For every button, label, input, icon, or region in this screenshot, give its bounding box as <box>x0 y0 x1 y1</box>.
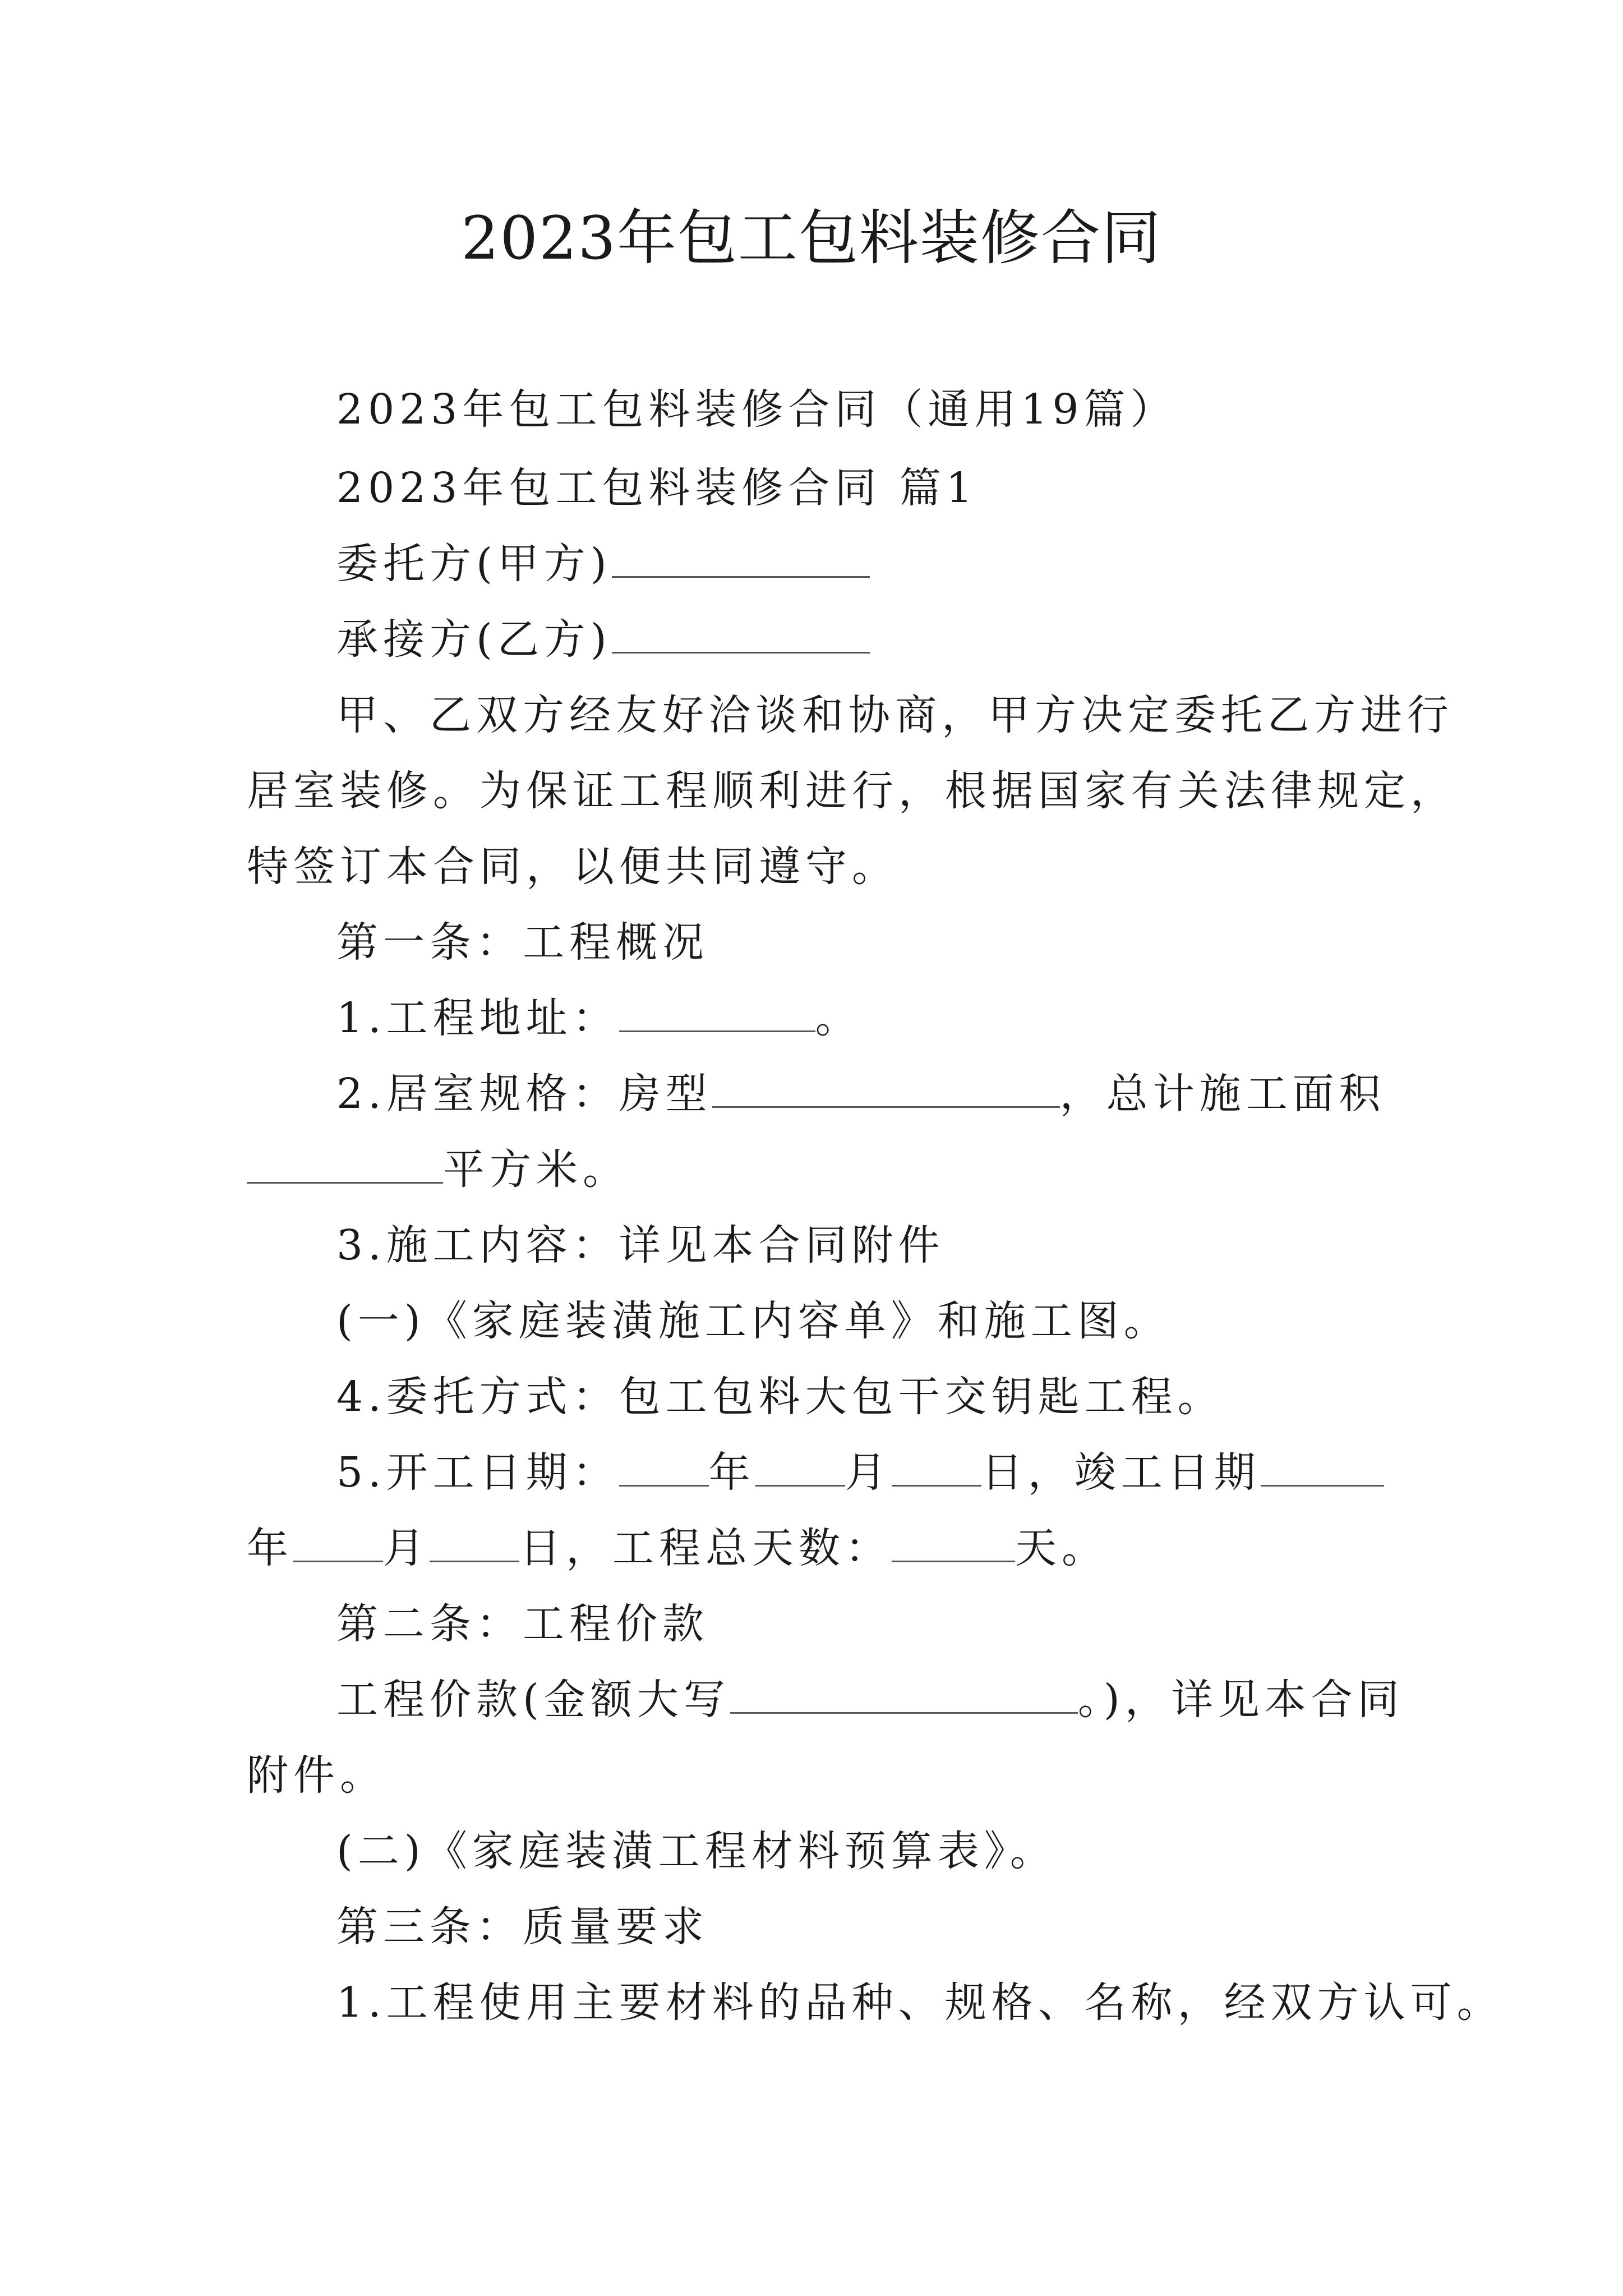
days-unit: 天。 <box>1015 1524 1108 1572</box>
subtitle-line: 2023年包工包料装修合同（通用19篇） <box>336 385 1177 434</box>
paragraph-line: 特签订本合同，以便共同遵守。 <box>247 843 898 891</box>
paragraph-line: 附件。 <box>247 1751 386 1800</box>
end-month-blank <box>293 1521 383 1562</box>
area-line <box>247 1142 629 1198</box>
date-line <box>336 1444 1384 1501</box>
address-end: 。 <box>815 994 862 1042</box>
price-end: 。)，详见本合同 <box>1077 1676 1404 1724</box>
paragraph-line: (二)《家庭装潢工程材料预算表》。 <box>336 1827 1057 1875</box>
price-label: 工程价款(金额大写 <box>336 1676 730 1724</box>
party-a-line <box>336 536 870 592</box>
year-label: 年 <box>247 1524 293 1572</box>
spec-line <box>336 1066 1386 1122</box>
paragraph-line: 3.施工内容：详见本合同附件 <box>336 1221 945 1269</box>
party-b-line <box>336 611 870 668</box>
room-type-blank <box>712 1067 1060 1108</box>
party-a-label: 委托方(甲方) <box>336 540 612 588</box>
paragraph-line: 4.委托方式：包工包料大包干交钥匙工程。 <box>336 1373 1224 1421</box>
start-day-blank <box>892 1446 981 1487</box>
paragraph-line: 居室装修。为保证工程顺利进行，根据国家有关法律规定， <box>247 767 1457 815</box>
paragraph-line: (一)《家庭装潢施工内容单》和施工图。 <box>336 1297 1170 1345</box>
article-heading: 第二条：工程价款 <box>336 1600 709 1648</box>
total-days-blank <box>892 1521 1015 1562</box>
address-line <box>336 990 862 1046</box>
article-heading: 第一条：工程概况 <box>336 918 709 967</box>
article-heading: 第三条：质量要求 <box>336 1903 709 1951</box>
party-a-blank <box>612 537 870 578</box>
end-year-blank <box>1261 1446 1384 1487</box>
spec-label: 2.居室规格：房型 <box>336 1070 712 1118</box>
start-month-blank <box>755 1446 845 1487</box>
start-date-label: 5.开工日期： <box>336 1448 619 1497</box>
start-year-blank <box>619 1446 709 1487</box>
area-unit: 平方米。 <box>443 1145 629 1194</box>
price-line <box>336 1672 1404 1728</box>
end-date-label: 日，竣工日期 <box>981 1448 1261 1497</box>
end-day-blank <box>430 1521 519 1562</box>
area-blank <box>247 1143 443 1184</box>
document-title: 2023年包工包料装修合同 <box>461 204 1162 273</box>
party-b-blank <box>612 613 870 654</box>
section-heading: 2023年包工包料装修合同 篇1 <box>336 464 978 512</box>
paragraph-line: 甲、乙双方经友好洽谈和协商，甲方决定委托乙方进行 <box>336 691 1454 739</box>
year-label: 年 <box>708 1448 755 1497</box>
party-b-label: 承接方(乙方) <box>336 615 612 664</box>
month-label: 月 <box>845 1448 892 1497</box>
total-days-label: 日，工程总天数： <box>519 1524 892 1572</box>
month-label: 月 <box>383 1524 430 1572</box>
area-label: ，总计施工面积 <box>1059 1070 1386 1118</box>
date-line-2 <box>247 1520 1108 1576</box>
paragraph-line: 1.工程使用主要材料的品种、规格、名称，经双方认可。 <box>336 1978 1504 2027</box>
address-blank <box>619 991 815 1032</box>
price-blank <box>730 1673 1078 1714</box>
address-label: 1.工程地址： <box>336 994 619 1042</box>
